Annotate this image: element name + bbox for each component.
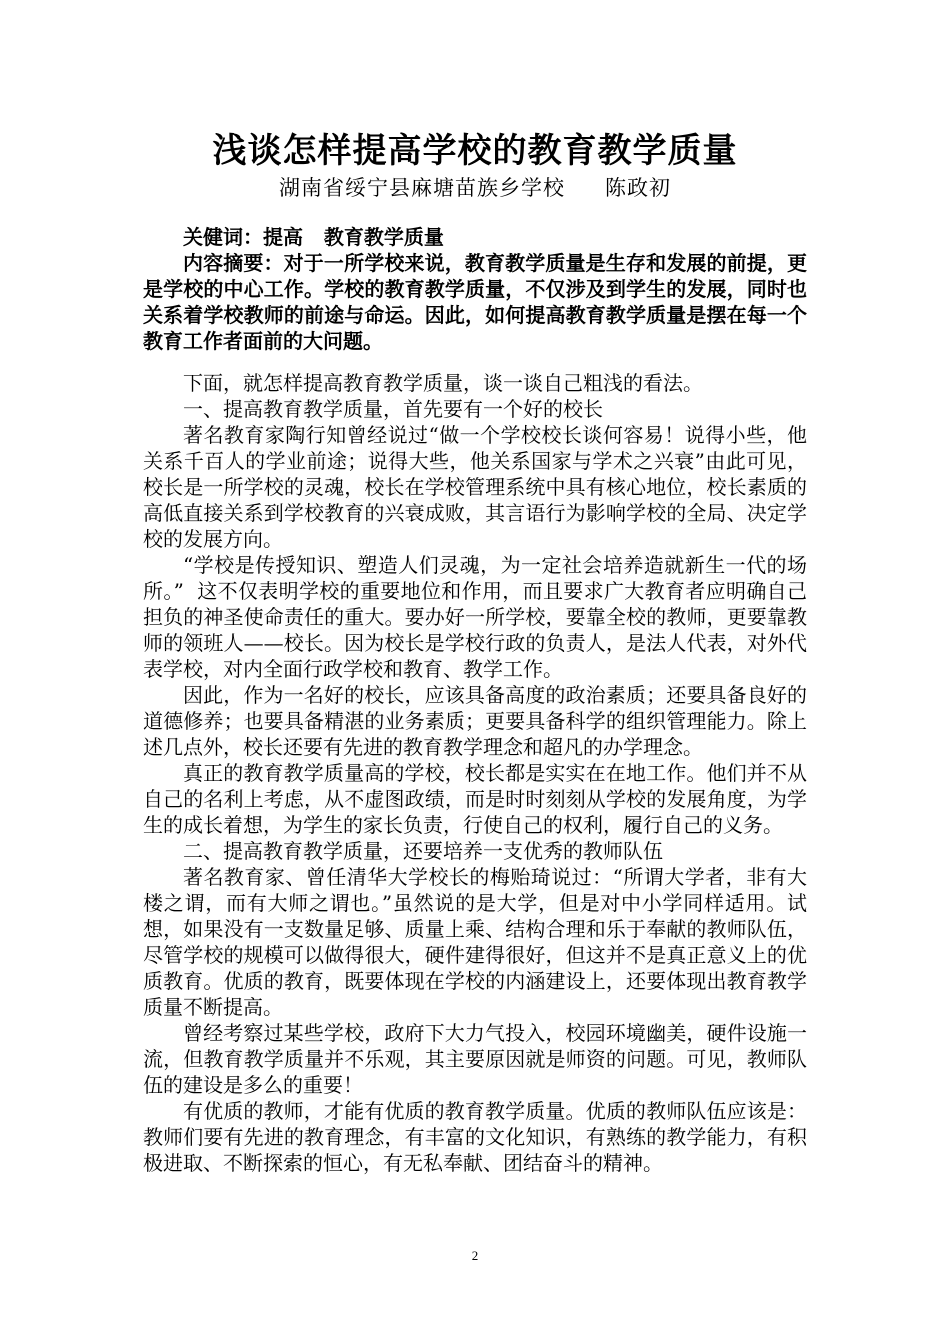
document-title: 浅谈怎样提高学校的教育教学质量 xyxy=(212,131,738,171)
paragraph: 有优质的教师，才能有优质的教育教学质量。优质的教师队伍应该是：教师们要有先进的教育理念，有丰富的文化知识，有熟练的教学能力，有积极进取、不断探索的恒心，有无私奉献、团结奋斗的精神。 xyxy=(143,1099,807,1175)
section-heading: 二、提高教育教学质量，还要培养一支优秀的教师队伍 xyxy=(183,839,663,863)
keywords-line: 关健词：提高 教育教学质量 xyxy=(183,225,444,249)
affiliation: 湖南省绥宁县麻塘苗族乡学校 xyxy=(279,176,565,200)
keywords-abstract-block xyxy=(143,224,807,354)
page-number: 2 xyxy=(471,1248,479,1263)
author: 陈政初 xyxy=(605,176,671,200)
abstract: 内容摘要：对于一所学校来说，教育教学质量是生存和发展的前提，更是学校的中心工作。学校的教育教学质量，不仅涉及到学生的发展，同时也关系着学校教师的前途与命运。因此，如何提高教育教学质量是摆在每一个教育工作者面前的大问题。 xyxy=(143,251,807,353)
paragraph: 著名教育家陶行知曾经说过“做一个学校校长谈何容易！说得小些，他关系千百人的学业前途；说得大些，他关系国家与学术之兴衰”由此可见，校长是一所学校的灵魂，校长在学校管理系统中具有核心地位，校长素质的高低直接关系到学校教育的兴衰成败，其言语行为影响学校的全局、决定学校的发展方向。 xyxy=(143,423,807,551)
body-text xyxy=(143,370,807,1176)
paragraph: 曾经考察过某些学校，政府下大力气投入，校园环境幽美，硬件设施一流，但教育教学质量并不乐观，其主要原因就是师资的问题。可见，教师队伍的建设是多么的重要！ xyxy=(143,1021,807,1097)
paragraph: 著名教育家、曾任清华大学校长的梅贻琦说过：“所谓大学者，非有大楼之谓，而有大师之谓也。”虽然说的是大学，但是对中小学同样适用。试想，如果没有一支数量足够、质量上乘、结构合理和乐于奉献的教师队伍，尽管学校的规模可以做得很大，硬件建得很好，但这并不是真正意义上的优质教育。优质的教育，既要体现在学校的内涵建设上，还要体现出教育教学质量不断提高。 xyxy=(143,865,807,1019)
section-heading: 一、提高教育教学质量，首先要有一个好的校长 xyxy=(183,397,603,421)
byline xyxy=(0,172,950,204)
paragraph: “学校是传授知识、塑造人们灵魂，为一定社会培养造就新生一代的场所。” 这不仅表明学校的重要地位和作用，而且要求广大教育者应明确自己担负的神圣使命责任的重大。要办好一所学校，要靠全校的教师，更要靠教师的领班人——校长。因为校长是学校行政的负责人，是法人代表，对外代表学校，对内全面行政学校和教育、教学工作。 xyxy=(143,553,807,681)
paragraph: 真正的教育教学质量高的学校，校长都是实实在在地工作。他们并不从自己的名利上考虑，从不虚图政绩，而是时时刻刻从学校的发展角度，为学生的成长着想，为学生的家长负责，行使自己的权利，履行自己的义务。 xyxy=(143,761,807,837)
paragraph: 因此，作为一名好的校长，应该具备高度的政治素质；还要具备良好的道德修养；也要具备精湛的业务素质；更要具备科学的组织管理能力。除上述几点外，校长还要有先进的教育教学理念和超凡的办学理念。 xyxy=(143,683,807,759)
paragraph: 下面，就怎样提高教育教学质量，谈一谈自己粗浅的看法。 xyxy=(183,371,703,395)
